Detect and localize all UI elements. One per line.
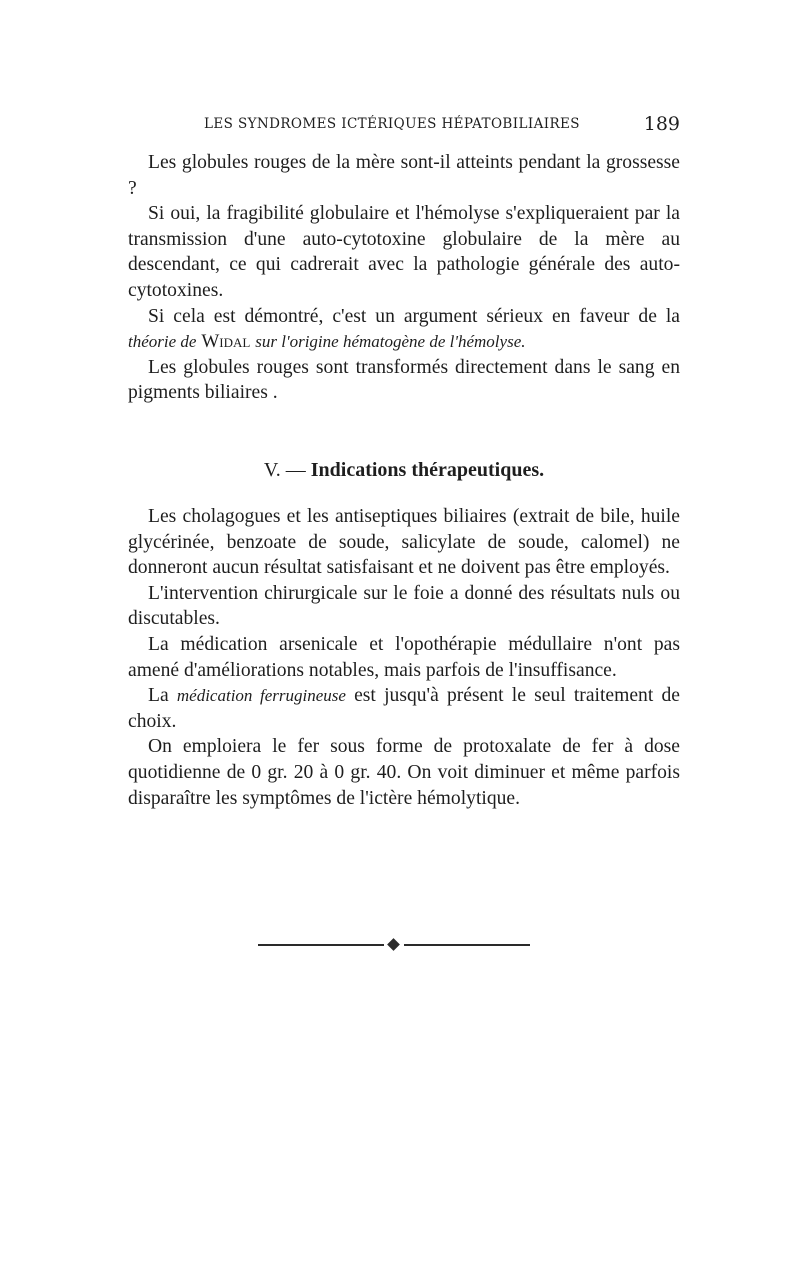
paragraph: Les globules rouges de la mère sont-il atteints pendant la grossesse ?	[128, 152, 680, 199]
paragraph: Les cholagogues et les antiseptiques biliaires (extrait de bile, huile glycérinée, benzoate de soude, salicylate de soude, calomel) ne donneront aucun résultat satisfaisant et ne doivent pas être employés.	[128, 506, 680, 579]
diamond-icon	[387, 938, 400, 951]
paragraph: Les globules rouges sont transformés directement dans le sang en pigments biliaires .	[128, 356, 680, 404]
paragraph-widal	[128, 304, 680, 355]
paragraph-text: est jusqu'à présent le seul traitement de choix.	[128, 685, 680, 732]
paragraph-ferrugineuse	[128, 683, 680, 734]
end-ornament	[258, 938, 530, 952]
paragraph: On emploiera le fer sous forme de protoxalate de fer à dose quotidienne de 0 gr. 20 à 0 gr. 40. On voit diminuer et même parfois disparaître les symptômes de l'ictère hémolytique.	[128, 736, 680, 809]
paragraph-text: La	[148, 685, 177, 707]
ornament-rule-right	[404, 944, 530, 946]
italic-text: médication ferrugineuse	[176, 686, 346, 706]
author-name: Widal	[201, 331, 251, 353]
section-heading	[128, 459, 680, 482]
ornament-rule-left	[258, 944, 384, 946]
paragraph: L'intervention chirurgicale sur le foie a donné des résultats nuls ou discutables.	[128, 582, 680, 630]
running-head-title: LES SYNDROMES ICTÉRIQUES HÉPATOBILIAIRES	[204, 116, 580, 132]
italic-text: théorie de	[128, 332, 197, 352]
body-text-bottom	[128, 504, 680, 811]
section-number: V. —	[263, 459, 306, 481]
page-number: 189	[643, 113, 680, 135]
paragraph-text: Si cela est démontré, c'est un argument sérieux en faveur de la	[148, 305, 680, 327]
italic-text: sur l'origine hématogène de l'hémolyse.	[255, 332, 526, 352]
running-head	[128, 113, 680, 140]
section-title: Indications thérapeutiques.	[310, 459, 545, 481]
paragraph: La médication arsenicale et l'opothérapie médullaire n'ont pas amené d'améliorations notables, mais parfois de l'insuffisance.	[128, 633, 680, 681]
body-text-top	[128, 150, 680, 406]
paragraph: Si oui, la fragibilité globulaire et l'hémolyse s'expliqueraient par la transmission d'une auto-cytotoxine globulaire de la mère au descendant, ce qui cadrerait avec la pathologie générale des auto-cytotoxines.	[128, 203, 680, 301]
